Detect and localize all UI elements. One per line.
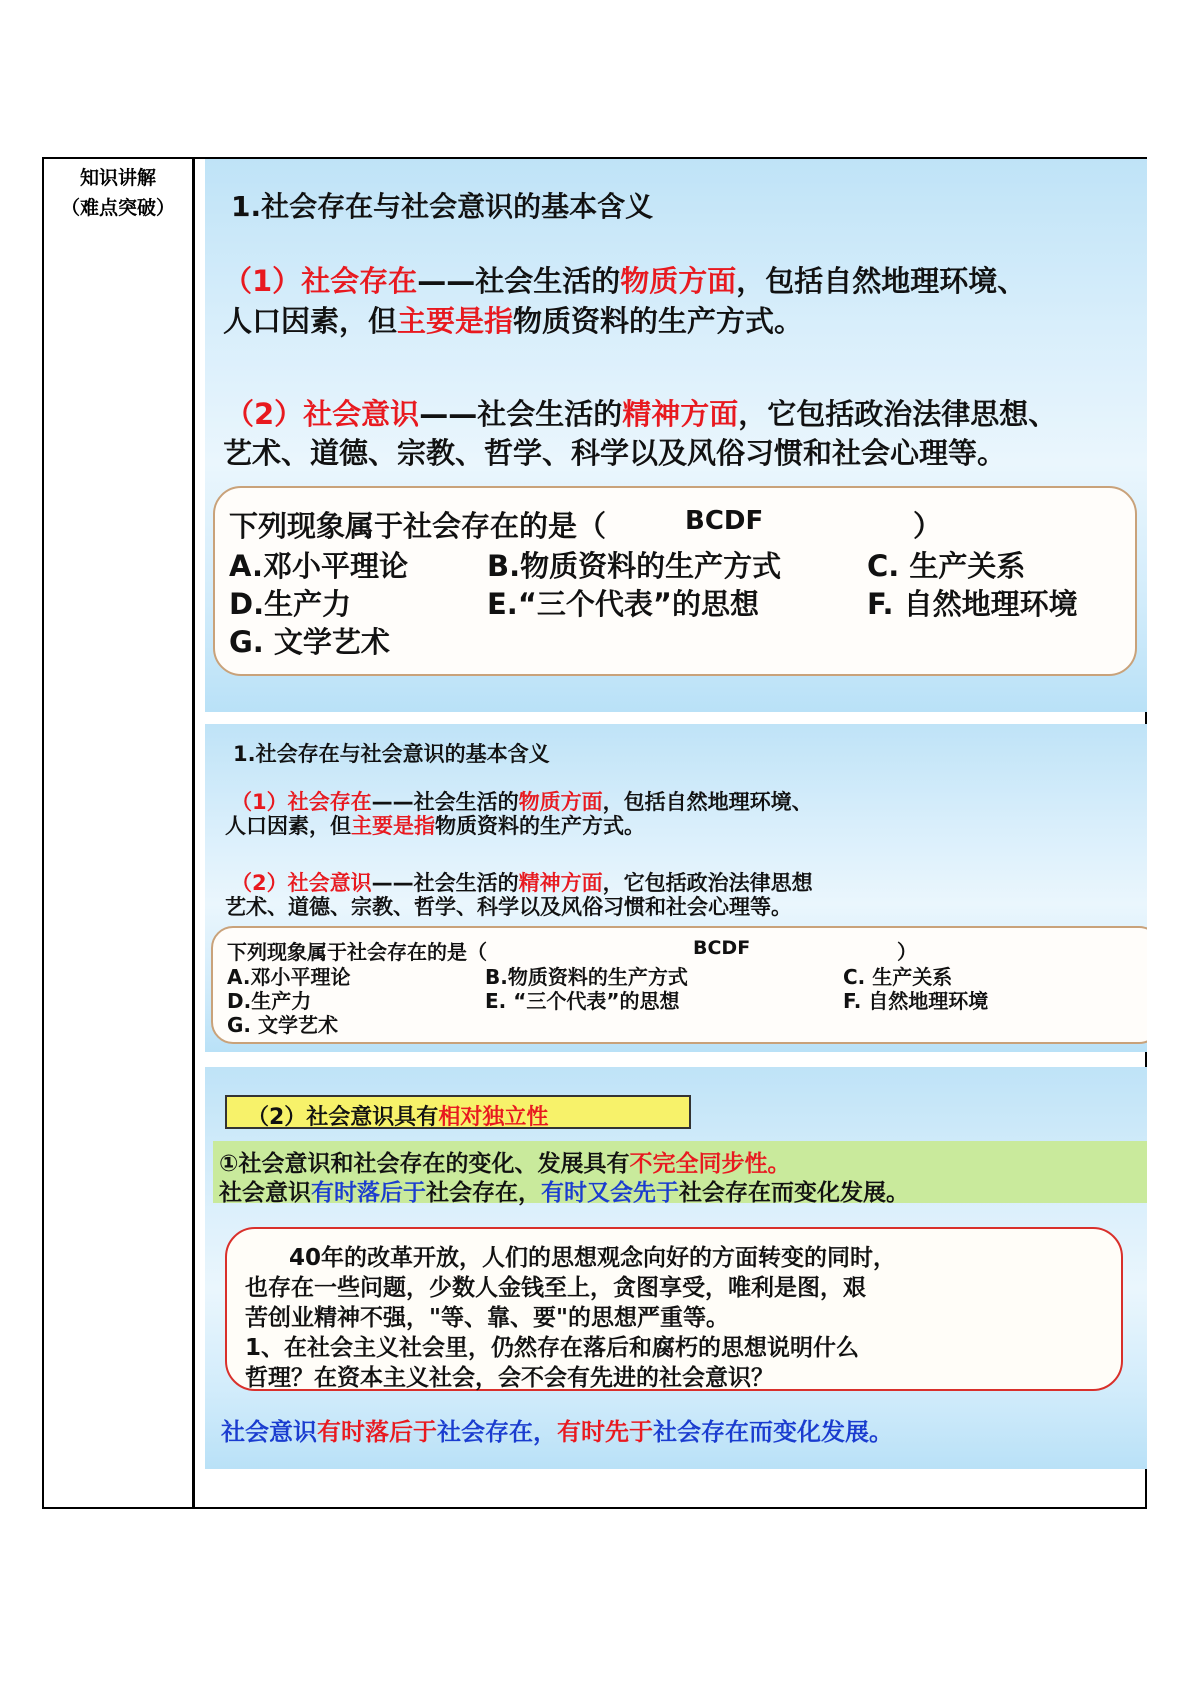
slide-3: [205, 1067, 1147, 1469]
slide1-p1-label: （1）社会存在: [223, 264, 418, 298]
slide1-option-f: F. 自然地理环境: [867, 587, 1078, 621]
slide-1: [205, 159, 1147, 712]
slide1-option-a: A.邓小平理论: [229, 549, 408, 583]
slide3-answer: 社会意识有时落后于社会存在，有时先于社会存在而变化发展。: [221, 1418, 893, 1446]
left-label-line2: （难点突破）: [60, 197, 175, 219]
slide1-p2-label: （2）社会意识: [225, 397, 420, 431]
slide1-option-b: B.物质资料的生产方式: [487, 549, 782, 583]
slide1-heading: 1.社会存在与社会意识的基本含义: [231, 190, 654, 223]
slide2-p2-line1: （2）社会意识——社会生活的精神方面，它包括政治法律思想: [231, 871, 813, 895]
slide3-title-box: （2）社会意识具有相对独立性: [225, 1095, 691, 1129]
slide2-question-box: 下列现象属于社会存在的是（ BCDF ） A.邓小平理论 B.物质资料的生产方式 C. 生产关系 D.生产力 E. “三个代表”的思想 F. 自然地理环境 G. 文学艺术: [211, 926, 1147, 1044]
slide3-case-box: 40年的改革开放，人们的思想观念向好的方面转变的同时， 也存在一些问题，少数人金钱至上，贪图享受，唯利是图，艰 苦创业精神不强，"等、靠、要"的思想严重等。 1、在社会主义社会里，仍然存在落后和腐朽的思想说明什么 哲理？在资本主义社会，会不会有先进的社会意识？: [225, 1227, 1123, 1391]
slide1-p1-line2: 人口因素，但主要是指物质资料的生产方式。: [223, 304, 804, 338]
slide1-question-box: [213, 486, 1137, 676]
slide1-p1-hl2: 主要是指: [397, 304, 514, 338]
left-label-line1: 知识讲解: [79, 167, 156, 189]
slide1-question-close: ）: [913, 509, 943, 543]
lesson-table: [42, 157, 1147, 1509]
slide1-p1-hl1: 物质方面: [620, 264, 737, 298]
slide2-p1-line1: （1）社会存在——社会生活的物质方面，包括自然地理环境、: [231, 790, 813, 814]
slide1-option-c: C. 生产关系: [867, 549, 1026, 583]
slide1-question-answer: BCDF: [685, 506, 764, 536]
slide1-p2-hl1: 精神方面: [622, 397, 739, 431]
slide1-p2-line1: （2）社会意识——社会生活的精神方面，它包括政治法律思想、: [225, 397, 1058, 431]
slide3-green-band: ①社会意识和社会存在的变化、发展具有不完全同步性。 社会意识有时落后于社会存在，有时又会先于社会存在而变化发展。: [213, 1141, 1147, 1203]
slide2-heading: 1.社会存在与社会意识的基本含义: [233, 742, 550, 766]
left-label-cell: [44, 159, 195, 1507]
slide2-p1-line2: 人口因素，但主要是指物质资料的生产方式。: [225, 814, 645, 838]
slide3-title: （2）社会意识具有: [247, 1105, 439, 1130]
slide2-p2-line2: 艺术、道德、宗教、哲学、科学以及风俗习惯和社会心理等。: [225, 895, 792, 919]
slide1-p2-line2: 艺术、道德、宗教、哲学、科学以及风俗习惯和社会心理等。: [223, 436, 1007, 470]
slide-2: [205, 724, 1147, 1052]
slide1-option-g: G. 文学艺术: [229, 625, 390, 659]
slide1-option-d: D.生产力: [229, 587, 352, 621]
slide1-p1-line1: （1）社会存在——社会生活的物质方面，包括自然地理环境、: [223, 264, 1027, 298]
slide1-option-e: E.“三个代表”的思想: [487, 587, 759, 621]
slide1-question-stem: 下列现象属于社会存在的是（: [229, 509, 607, 543]
